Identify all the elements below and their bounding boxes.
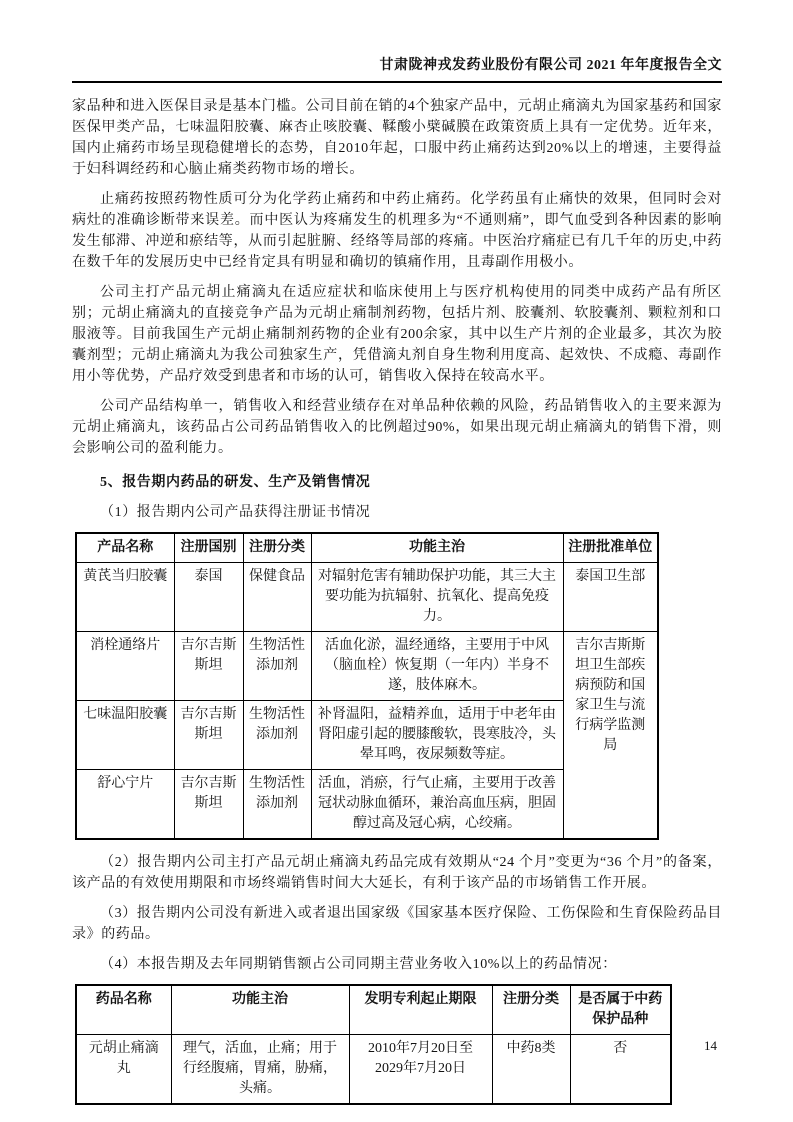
table-row	[76, 632, 658, 701]
column-header-authority: 注册批准单位	[563, 533, 658, 563]
paragraph-item-4: （4）本报告期及去年同期销售额占公司同期主营业务收入10%以上的药品情况：	[100, 957, 617, 972]
table-row	[76, 563, 658, 632]
report-title: 甘肃陇神戎发药业股份有限公司 2021 年年度报告全文	[379, 58, 722, 73]
cell-country: 泰国	[174, 563, 243, 632]
column-header-function: 功能主治	[311, 533, 563, 563]
cell-category: 中药8类	[492, 1035, 570, 1105]
cell-tcm-protected: 否	[570, 1035, 671, 1105]
cell-function: 补肾温阳，益精养血，适用于中老年由肾阳虚引起的腰膝酸软，畏寒肢冷，头晕耳鸣，夜尿频数等症。	[311, 701, 563, 770]
cell-country: 吉尔吉斯斯坦	[174, 701, 243, 770]
table-header-row	[76, 533, 658, 563]
cell-product-name: 消栓通络片	[76, 632, 174, 701]
cell-category: 保健食品	[243, 563, 311, 632]
paragraph-single-product-risk: 公司产品结构单一，销售收入和经营业绩存在对单品种依赖的风险，药品销售收入的主要来源为元胡止痛滴丸，该药品占公司药品销售收入的比例超过90%，如果出现元胡止痛滴丸的销售下滑，则会影响公司的盈利能力。	[72, 399, 722, 456]
cell-function: 对辐射危害有辅助保护功能，其三大主要功能为抗辐射、抗氧化、提高免疫力。	[311, 563, 563, 632]
cell-patent-period: 2010年7月20日至2029年7月20日	[349, 1035, 492, 1105]
document-header	[72, 54, 722, 83]
cell-category: 生物活性添加剂	[243, 701, 311, 770]
cell-authority-merged: 吉尔吉斯斯坦卫生部疾病预防和国家卫生与流行病学监测局	[563, 632, 658, 840]
column-header-category: 注册分类	[243, 533, 311, 563]
column-header-patent-period: 发明专利起止期限	[349, 985, 492, 1035]
cell-country: 吉尔吉斯斯坦	[174, 770, 243, 840]
paragraph-item-2: （2）报告期内公司主打产品元胡止痛滴丸药品完成有效期从“24 个月”变更为“36 个月”的备案，该产品的有效使用期限和市场终端销售时间大大延长，有利于该产品的市场销售工作开展。	[72, 855, 722, 891]
page-number: 14	[704, 1038, 717, 1053]
paragraph-painkiller-classification: 止痛药按照药物性质可分为化学药止痛药和中药止痛药。化学药虽有止痛快的效果，但同时会对病灶的准确诊断带来误差。而中医认为疼痛发生的机理多为“不通则痛”，即气血受到各种因素的影响发生郁滞、冲逆和瘀结等，从而引起脏腑、经络等局部的疼痛。中医治疗痛症已有几千年的历史,中药在数千年的发展历史中已经肯定具有明显和确切的镇痛作用，且毒副作用极小。	[72, 192, 722, 270]
column-header-product-name: 产品名称	[76, 533, 174, 563]
subsection-heading-1: （1）报告期内公司产品获得注册证书情况	[100, 505, 371, 520]
cell-category: 生物活性添加剂	[243, 632, 311, 701]
column-header-drug-name: 药品名称	[76, 985, 171, 1035]
table-row	[76, 1035, 671, 1105]
cell-authority: 泰国卫生部	[563, 563, 658, 632]
column-header-country: 注册国别	[174, 533, 243, 563]
cell-product-name: 舒心宁片	[76, 770, 174, 840]
section-heading-5: 5、报告期内药品的研发、生产及销售情况	[100, 475, 371, 490]
cell-function: 理气，活血，止痛；用于行经腹痛，胃痛，胁痛，头痛。	[171, 1035, 349, 1105]
paragraph-market-overview: 家品种和进入医保目录是基本门槛。公司目前在销的4个独家产品中，元胡止痛滴丸为国家基药和国家医保甲类产品，七味温阳胶囊、麻杏止咳胶囊、鞣酸小檗碱膜在政策资质上具有一定优势。近年来，国内止痛药市场呈现稳健增长的态势，自2010年起，口服中药止痛药达到20%以上的增速，主要得益于妇科调经药和心脑止痛类药物市场的增长。	[72, 99, 722, 177]
paragraph-item-3: （3）报告期内公司没有新进入或者退出国家级《国家基本医疗保险、工伤保险和生育保险药品目录》的药品。	[72, 906, 722, 942]
column-header-function: 功能主治	[171, 985, 349, 1035]
cell-category: 生物活性添加剂	[243, 770, 311, 840]
cell-function: 活血，消瘀，行气止痛，主要用于改善冠状动脉血循环，兼治高血压病，胆固醇过高及冠心病，心绞痛。	[311, 770, 563, 840]
registration-certificates-table	[75, 532, 659, 840]
major-drugs-table	[75, 984, 672, 1105]
column-header-tcm-protected: 是否属于中药保护品种	[570, 985, 671, 1035]
cell-function: 活血化淤，温经通络，主要用于中风（脑血栓）恢复期（一年内）半身不遂，肢体麻木。	[311, 632, 563, 701]
cell-country: 吉尔吉斯斯坦	[174, 632, 243, 701]
cell-product-name: 七味温阳胶囊	[76, 701, 174, 770]
table-header-row	[76, 985, 671, 1035]
cell-drug-name: 元胡止痛滴丸	[76, 1035, 171, 1105]
cell-product-name: 黄芪当归胶囊	[76, 563, 174, 632]
paragraph-competition: 公司主打产品元胡止痛滴丸在适应症状和临床使用上与医疗机构使用的同类中成药产品有所区别；元胡止痛滴丸的直接竞争产品为元胡止痛制剂药物，包括片剂、胶囊剂、软胶囊剂、颗粒剂和口服液等。目前我国生产元胡止痛制剂药物的企业有200余家，其中以生产片剂的企业最多，其次为胶囊剂型；元胡止痛滴丸为我公司独家生产，凭借滴丸剂自身生物利用度高、起效快、不成瘾、毒副作用小等优势，产品疗效受到患者和市场的认可，销售收入保持在较高水平。	[72, 285, 722, 384]
column-header-category: 注册分类	[492, 985, 570, 1035]
